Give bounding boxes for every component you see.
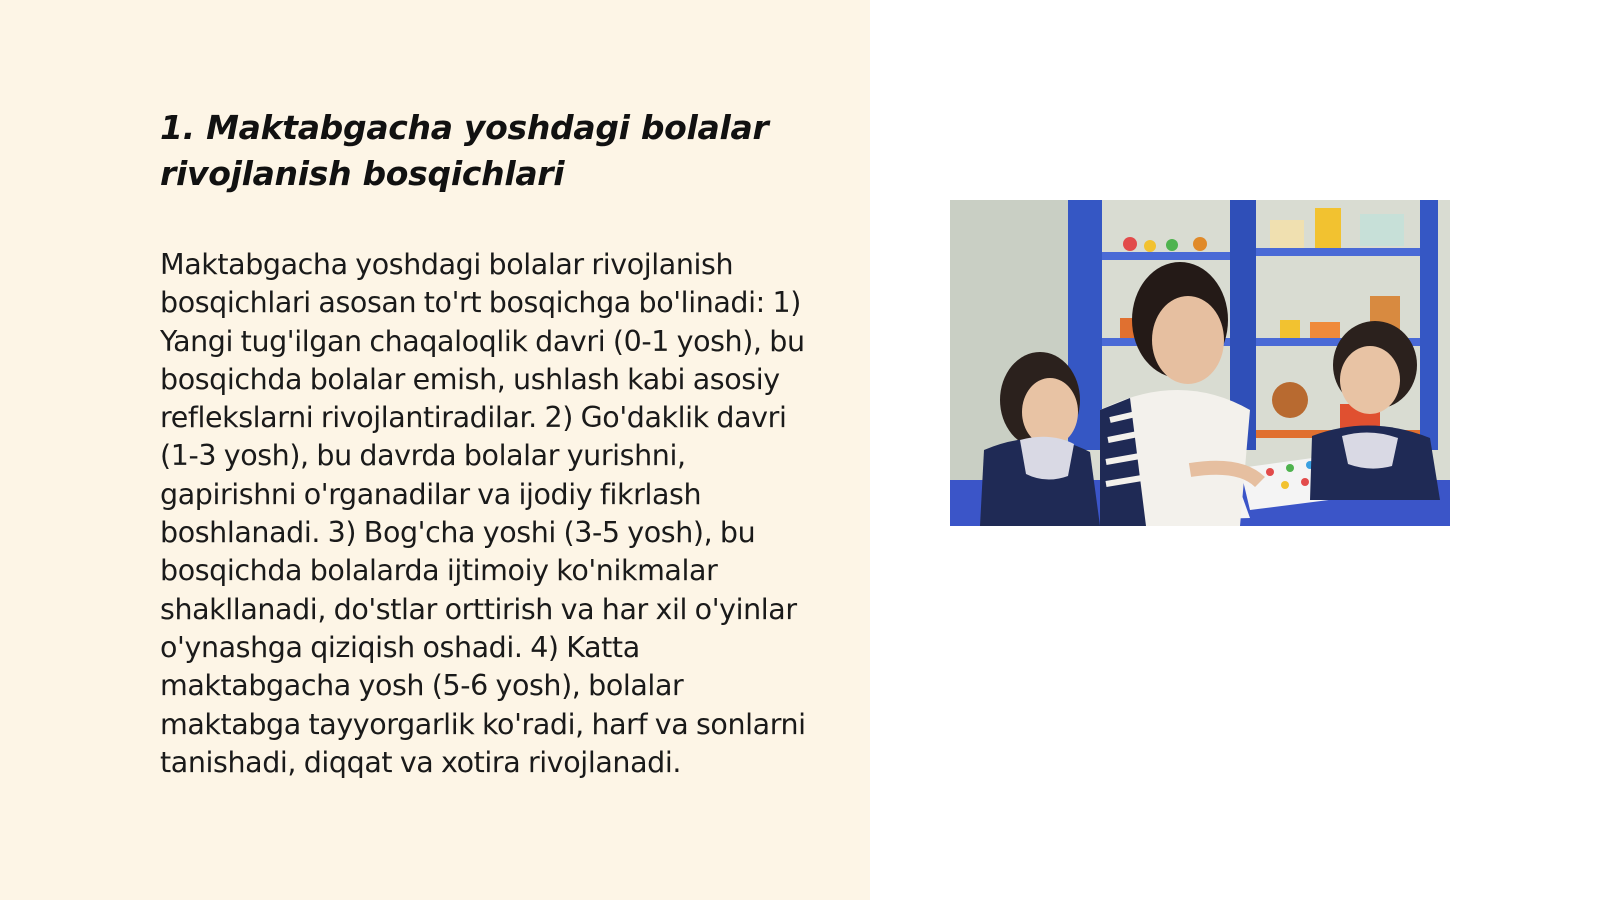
slide-body-text: Maktabgacha yoshdagi bolalar rivojlanish bosqichlari asosan to'rt bosqichga bo'linadi: 1) Yangi tug'ilgan chaqaloqlik davri (0-1 yosh), bu bosqichda bolalar emish, ushlash kabi asosiy reflekslarni rivojlantiradilar. 2) Go'daklik davri (1-3 yosh), bu davrda bolalar yurishni, gapirishni o'rganadilar va ijodiy fikrlash boshlanadi. 3) Bog'cha yoshi (3-5 yosh), bu bosqichda bolalarda ijtimoiy ko'nikmalar shakllanadi, do'stlar orttirish va har xil o'yinlar o'ynashga qiziqish oshadi. 4) Katta maktabgacha yosh (5-6 yosh), bolalar maktabga tayyorgarlik ko'radi, harf va sonlarni tanishadi, diqqat va xotira rivojlanadi. (160, 248, 806, 779)
slide-title: 1. Maktabgacha yoshdagi bolalar rivojlanish bosqichlari (160, 108, 769, 193)
classroom-photo (950, 200, 1450, 526)
